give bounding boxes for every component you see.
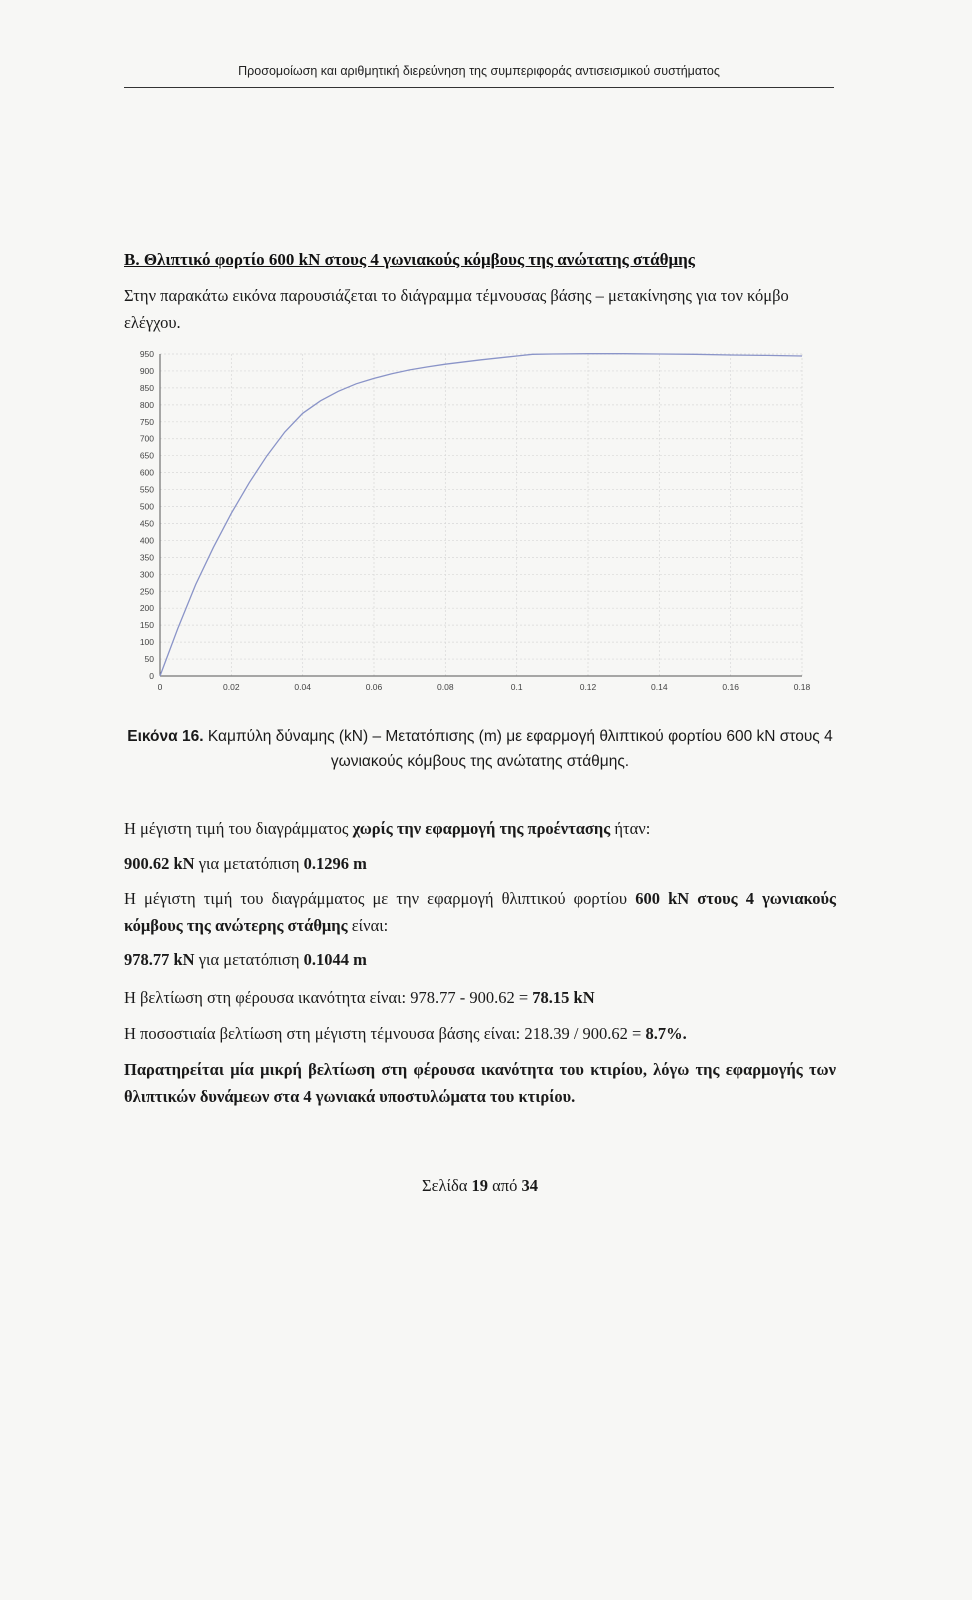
paragraph-value-without: [124, 850, 836, 877]
paragraph-conclusion: Παρατηρείται μία μικρή βελτίωση στη φέρουσα ικανότητα του κτιρίου, λόγω της εφαρμογής των θλιπτικών δυνάμεων στα 4 γωνιακά υποστυλώματα του κτιρίου.: [124, 1060, 836, 1106]
p1-text: Η μέγιστη τιμή του διαγράμματος: [124, 819, 353, 838]
y-tick-label: 650: [139, 450, 154, 461]
header-rule: [124, 87, 834, 88]
p5-text: Η βελτίωση στη φέρουσα ικανότητα είναι: 978.77 - 900.62 =: [124, 988, 533, 1007]
y-tick-label: 300: [139, 569, 154, 580]
y-tick-label: 550: [139, 484, 154, 495]
y-tick-label: 750: [139, 416, 154, 427]
paragraph-value-with: [124, 946, 836, 973]
running-header: Προσομοίωση και αριθμητική διερεύνηση της συμπεριφοράς αντισεισμικού συστήματος: [238, 64, 720, 78]
force-displacement-chart: [130, 346, 840, 710]
footer-page-number: 19: [471, 1176, 489, 1195]
p4-displacement: 0.1044 m: [303, 950, 367, 969]
caption-label: Εικόνα 16.: [127, 728, 204, 745]
p6-text: Η ποσοστιαία βελτίωση στη μέγιστη τέμνουσα βάσης είναι: 218.39 / 900.62 =: [124, 1024, 646, 1043]
p4-value: 978.77 kN: [124, 950, 195, 969]
paragraph-percent-improvement: [124, 1020, 836, 1047]
paragraph-max-with: [124, 885, 836, 939]
paragraph-max-without: [124, 815, 836, 842]
x-tick-label: 0.16: [722, 682, 739, 692]
y-tick-label: 450: [139, 518, 154, 529]
y-tick-label: 250: [139, 586, 154, 597]
p2-displacement: 0.1296 m: [303, 854, 367, 873]
caption-text: Καμπύλη δύναμης (kN) – Μετατόπισης (m) με εφαρμογή θλιπτικού φορτίου 600 kN στους 4 γωνιακούς κόμβους της ανώτατης στάθμης.: [207, 728, 833, 770]
x-tick-label: 0.14: [651, 682, 668, 692]
x-tick-label: 0.12: [579, 682, 597, 692]
paragraph-improvement: [124, 984, 836, 1011]
y-tick-label: 950: [139, 349, 154, 359]
y-tick-label: 500: [139, 501, 154, 512]
chart-grid-y: [160, 354, 802, 659]
p5-bold: 78.15 kN: [532, 988, 595, 1007]
figure-caption: [124, 724, 836, 774]
y-tick-label: 700: [139, 433, 154, 444]
footer-total-pages: 34: [521, 1176, 538, 1195]
y-tick-label: 350: [139, 552, 154, 563]
x-tick-label: 0.02: [223, 682, 240, 692]
chart-series-line: [160, 354, 802, 676]
chart-x-tick-labels: [158, 682, 811, 692]
y-tick-label: 0: [149, 671, 154, 681]
p6-bold: 8.7%.: [645, 1024, 687, 1043]
chart-grid-x: [231, 354, 802, 676]
p4-text: για μετατόπιση: [194, 950, 304, 969]
p3-text: Η μέγιστη τιμή του διαγράμματος με την εφαρμογή θλιπτικού φορτίου: [124, 889, 636, 908]
footer-text: Σελίδα: [421, 1176, 472, 1195]
y-tick-label: 800: [139, 399, 154, 410]
p3-bold: 600 kN στους 4 γωνιακούς κόμβους της ανώτερης στάθμης: [124, 889, 837, 935]
page-footer: [124, 1176, 836, 1196]
footer-text-mid: από: [488, 1176, 522, 1195]
y-tick-label: 150: [139, 620, 154, 631]
x-tick-label: 0.04: [294, 682, 311, 692]
y-tick-label: 100: [139, 637, 154, 648]
y-tick-label: 400: [139, 535, 154, 546]
p1-bold: χωρίς την εφαρμογή της προέντασης: [352, 819, 611, 838]
p2-text: για μετατόπιση: [194, 854, 304, 873]
x-tick-label: 0.18: [793, 682, 811, 692]
y-tick-label: 200: [139, 603, 154, 614]
section-title: Β. Θλιπτικό φορτίο 600 kN στους 4 γωνιακούς κόμβους της ανώτατης στάθμης: [124, 250, 695, 269]
intro-paragraph: Στην παρακάτω εικόνα παρουσιάζεται το διάγραμμα τέμνουσας βάσης – μετακίνησης για τον κόμβο ελέγχου.: [124, 286, 789, 332]
x-tick-label: 0.08: [437, 682, 454, 692]
chart-y-tick-labels: [140, 349, 154, 681]
y-tick-label: 50: [144, 654, 154, 665]
y-tick-label: 900: [139, 365, 154, 376]
x-tick-label: 0: [157, 682, 163, 692]
p2-value: 900.62 kN: [124, 854, 195, 873]
y-tick-label: 850: [139, 382, 154, 393]
x-tick-label: 0.1: [510, 682, 523, 692]
p1-text-end: ήταν:: [610, 819, 651, 838]
y-tick-label: 600: [139, 467, 154, 478]
x-tick-label: 0.06: [365, 682, 383, 692]
p3-text-end: είναι:: [347, 916, 389, 935]
